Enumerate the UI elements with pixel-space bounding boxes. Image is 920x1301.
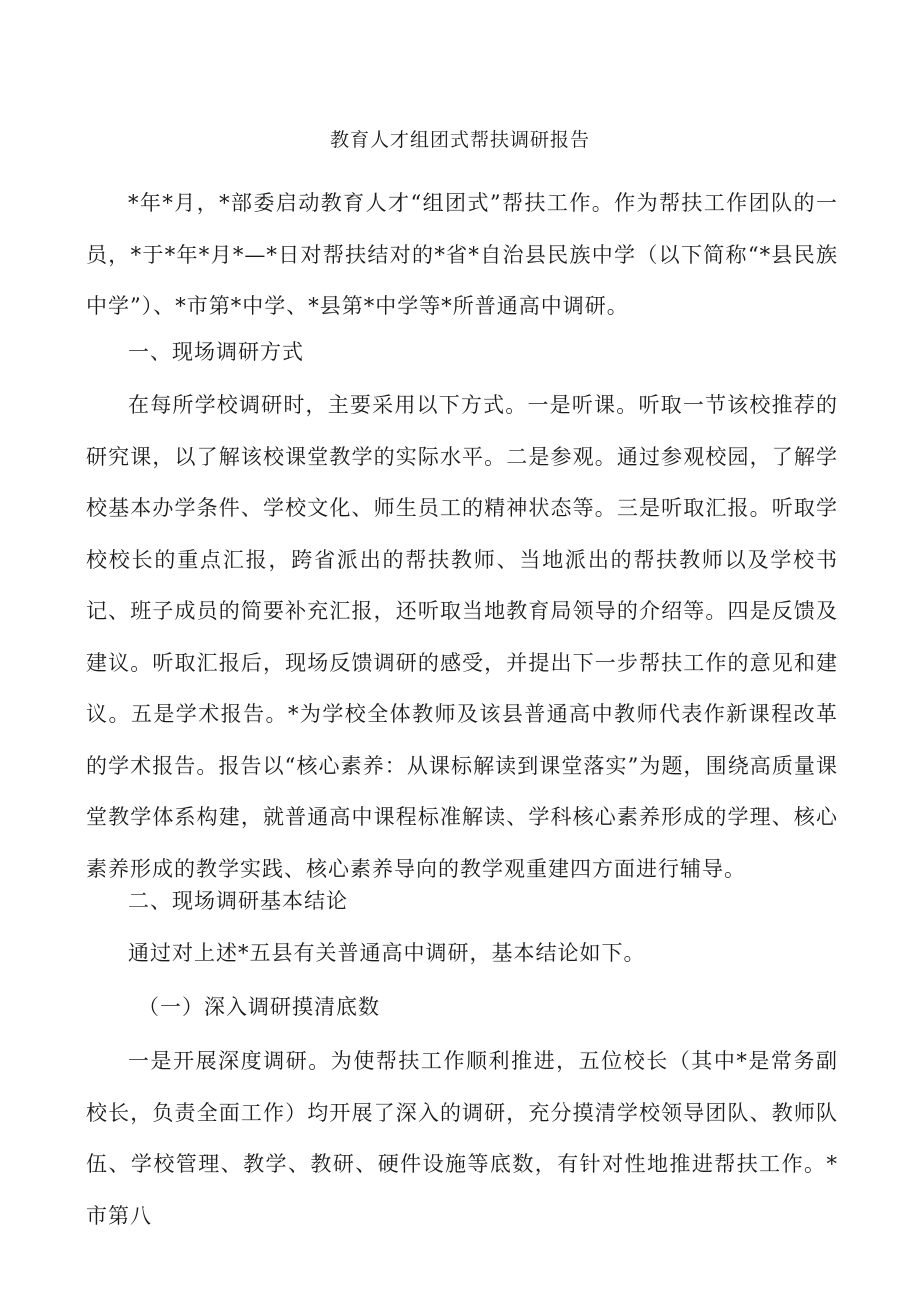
intro-paragraph: *年*月，*部委启动教育人才“组团式”帮扶工作。作为帮扶工作团队的一员，*于*年*月*—*日对帮扶结对的*省*自治县民族中学（以下简称“*县民族中学”）、*市第*中学、*县第*中学等*所普通高中调研。 [86,191,838,318]
subsection-1-body: 一是开展深度调研。为使帮扶工作顺利推进，五位校长（其中*是常务副校长，负责全面工作）均开展了深入的调研，充分摸清学校领导团队、教师队伍、学校管理、教学、教研、硬件设施等底数，有针对性地推进帮扶工作。*市第八 [86,1049,838,1228]
section-1-body: 在每所学校调研时，主要采用以下方式。一是听课。听取一节该校推荐的研究课，以了解该校课堂教学的实际水平。二是参观。通过参观校园，了解学校基本办学条件、学校文化、师生员工的精神状态等。三是听取汇报。听取学校校长的重点汇报，跨省派出的帮扶教师、当地派出的帮扶教师以及学校书记、班子成员的简要补充汇报，还听取当地教育局领导的介绍等。四是反馈及建议。听取汇报后，现场反馈调研的感受，并提出下一步帮扶工作的意见和建议。五是学术报告。*为学校全体教师及该县普通高中教师代表作新课程改革的学术报告。报告以“核心素养：从课标解读到课堂落实”为题，围绕高质量课堂教学体系构建，就普通高中课程标准解读、学科核心素养形成的学理、核心素养形成的教学实践、核心素养导向的教学观重建四方面进行辅导。 [86,393,838,881]
section-1-heading: 一、现场调研方式 [128,340,304,364]
subsection-1-heading: （一）深入调研摸清底数 [138,995,380,1019]
section-2-intro: 通过对上述*五县有关普通高中调研，基本结论如下。 [128,941,646,965]
document-title: 教育人才组团式帮扶调研报告 [329,129,590,151]
section-2-heading: 二、现场调研基本结论 [128,889,348,913]
